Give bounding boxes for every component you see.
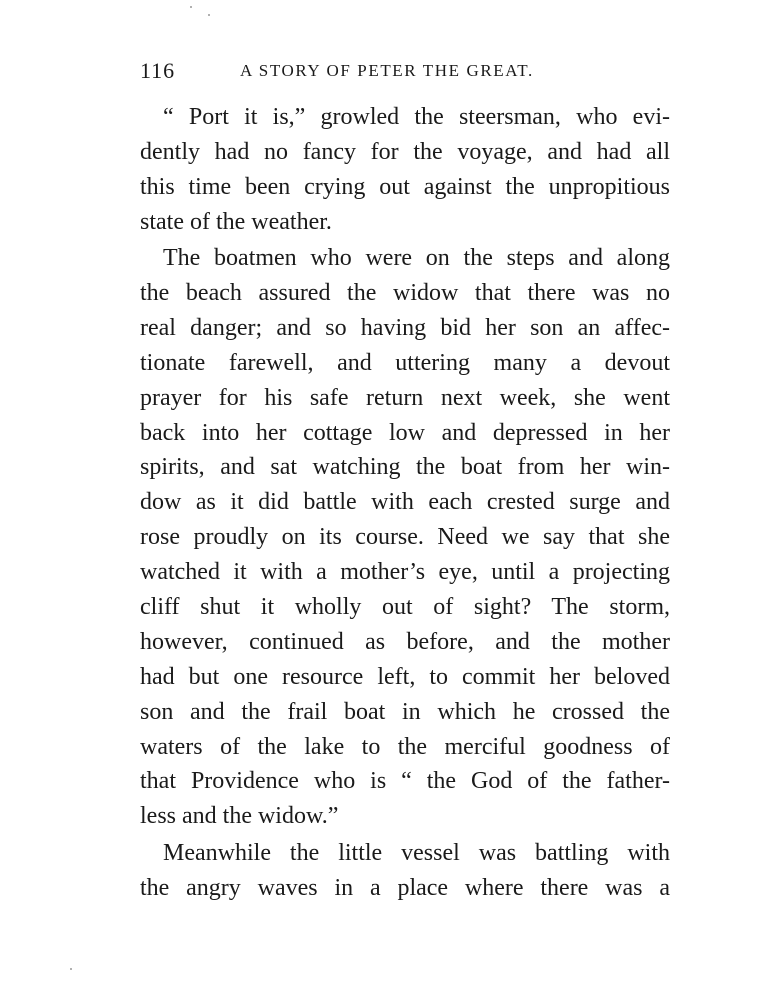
text-line: The boatmen who were on the steps and along — [163, 245, 670, 272]
text-line: the beach assured the widow that there was no — [140, 279, 670, 306]
text-line: less and the widow.” — [140, 803, 339, 830]
paper-speck — [208, 14, 210, 16]
page-header — [140, 58, 670, 88]
text-line: however, continued as before, and the mother — [140, 628, 670, 655]
text-line: cliff shut it wholly out of sight? The storm, — [140, 593, 670, 620]
text-line: dow as it did battle with each crested surge and — [140, 489, 670, 516]
text-line: spirits, and sat watching the boat from her win- — [140, 454, 670, 481]
paper-speck — [190, 6, 192, 8]
body-text — [140, 100, 670, 905]
text-line: prayer for his safe return next week, she went — [140, 384, 670, 411]
page-number: 116 — [140, 58, 176, 83]
text-line: this time been crying out against the unpropitious — [140, 173, 670, 200]
text-line: had but one resource left, to commit her beloved — [140, 663, 670, 690]
running-head: A STORY OF PETER THE GREAT. — [240, 61, 534, 80]
text-line: Meanwhile the little vessel was battling with — [163, 839, 670, 866]
text-line: real danger; and so having bid her son an affec- — [140, 314, 670, 341]
text-line: state of the weather. — [140, 208, 332, 235]
text-line: waters of the lake to the merciful goodness of — [140, 733, 670, 760]
text-line: tionate farewell, and uttering many a devout — [140, 349, 670, 376]
text-line: dently had no fancy for the voyage, and had all — [140, 138, 670, 165]
text-line: the angry waves in a place where there was a — [140, 874, 670, 901]
text-line: that Providence who is “ the God of the father- — [140, 768, 670, 795]
text-line: watched it with a mother’s eye, until a projecting — [140, 559, 670, 586]
text-line: back into her cottage low and depressed in her — [140, 419, 670, 446]
text-line: “ Port it is,” growled the steersman, who evi- — [163, 104, 670, 130]
text-line: rose proudly on its course. Need we say that she — [140, 524, 670, 551]
text-line: son and the frail boat in which he crossed the — [140, 698, 670, 725]
paper-speck — [70, 968, 72, 970]
